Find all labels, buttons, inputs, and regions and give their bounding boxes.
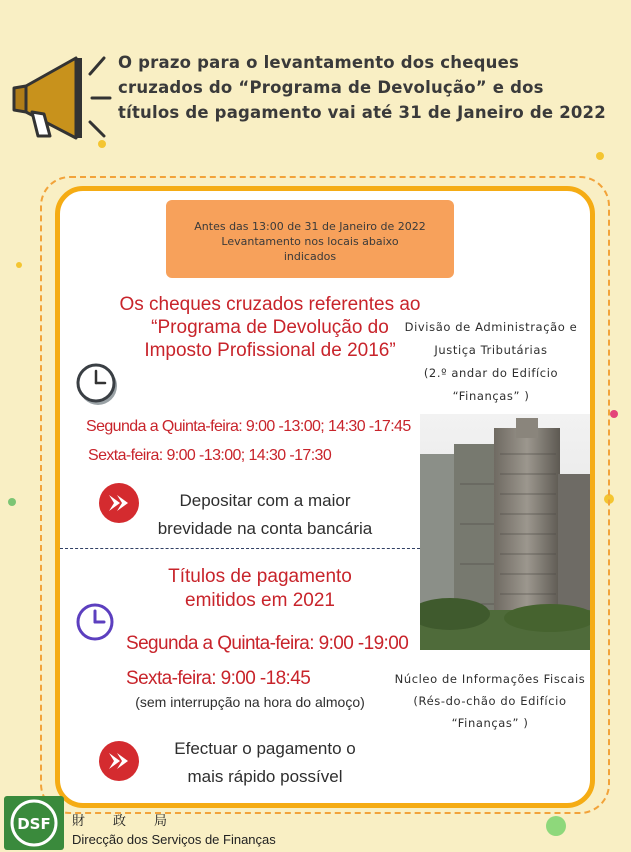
section2-title xyxy=(130,565,390,613)
section1-office xyxy=(396,316,586,408)
office-line: “Finanças” ) xyxy=(451,716,529,730)
section2-action-line: mais rápido possível xyxy=(187,767,343,786)
office-line: Divisão de Administração e xyxy=(404,320,578,334)
section2-title-line: emitidos em 2021 xyxy=(185,590,335,611)
notice-line: Antes das 13:00 de 31 de Janeiro de 2022 xyxy=(194,220,426,233)
section1-title xyxy=(110,293,430,362)
section1-action-line: brevidade na conta bancária xyxy=(157,519,373,538)
title-line: títulos de pagamento vai até 31 de Janeiro de 2022 xyxy=(118,103,606,122)
clock-icon xyxy=(75,602,115,642)
logo-text: DSF xyxy=(17,815,51,833)
footer-chinese-name: 財政局 xyxy=(72,814,196,829)
arrow-right-circle-icon xyxy=(98,740,140,782)
megaphone-icon xyxy=(4,36,116,146)
decor-dot xyxy=(596,152,604,160)
section2-action-line: Efectuar o pagamento o xyxy=(174,739,356,758)
title-line: O prazo para o levantamento dos cheques xyxy=(118,53,519,72)
section1-schedule-weekdays: Segunda a Quinta-feira: 9:00 -13:00; 14:30 -17:45 xyxy=(86,418,411,435)
decor-dot xyxy=(610,410,618,418)
section1-title-line: Os cheques cruzados referentes ao xyxy=(119,294,421,315)
decor-dot xyxy=(16,262,22,268)
section2-title-line: Títulos de pagamento xyxy=(168,566,352,587)
office-line: Núcleo de Informações Fiscais xyxy=(394,672,586,686)
office-line: (Rés-do-chão do Edifício xyxy=(413,694,567,708)
title-line: cruzados do “Programa de Devolução” e dos xyxy=(118,78,544,97)
section2-schedule-weekdays: Segunda a Quinta-feira: 9:00 -19:00 xyxy=(126,633,409,654)
section-divider xyxy=(60,548,420,549)
clock-icon xyxy=(76,362,120,406)
office-line: (2.º andar do Edifício xyxy=(423,366,559,380)
section1-schedule-friday: Sexta-feira: 9:00 -13:00; 14:30 -17:30 xyxy=(88,447,332,464)
office-line: Justiça Tributárias xyxy=(434,343,548,357)
section2-office xyxy=(390,668,590,734)
footer-portuguese-name: Direcção dos Serviços de Finanças xyxy=(72,832,276,847)
notice-line: indicados xyxy=(283,250,337,263)
section1-action-line: Depositar com a maior xyxy=(179,491,351,510)
section1-action xyxy=(140,487,390,543)
decor-dot xyxy=(546,816,566,836)
building-photo xyxy=(420,414,590,650)
notice-line: Levantamento nos locais abaixo xyxy=(221,235,399,248)
dsf-logo xyxy=(2,794,66,852)
page-title xyxy=(118,50,618,125)
section2-schedule-friday: Sexta-feira: 9:00 -18:45 xyxy=(126,668,311,689)
decor-dot xyxy=(8,498,16,506)
section2-action xyxy=(140,735,390,791)
section1-title-line: “Programa de Devolução do xyxy=(151,317,389,338)
office-line: “Finanças” ) xyxy=(452,389,530,403)
deadline-notice xyxy=(166,200,454,278)
section2-schedule-note: (sem interrupção na hora do almoço) xyxy=(135,694,365,710)
arrow-right-circle-icon xyxy=(98,482,140,524)
section1-title-line: Imposto Profissional de 2016” xyxy=(144,340,396,361)
